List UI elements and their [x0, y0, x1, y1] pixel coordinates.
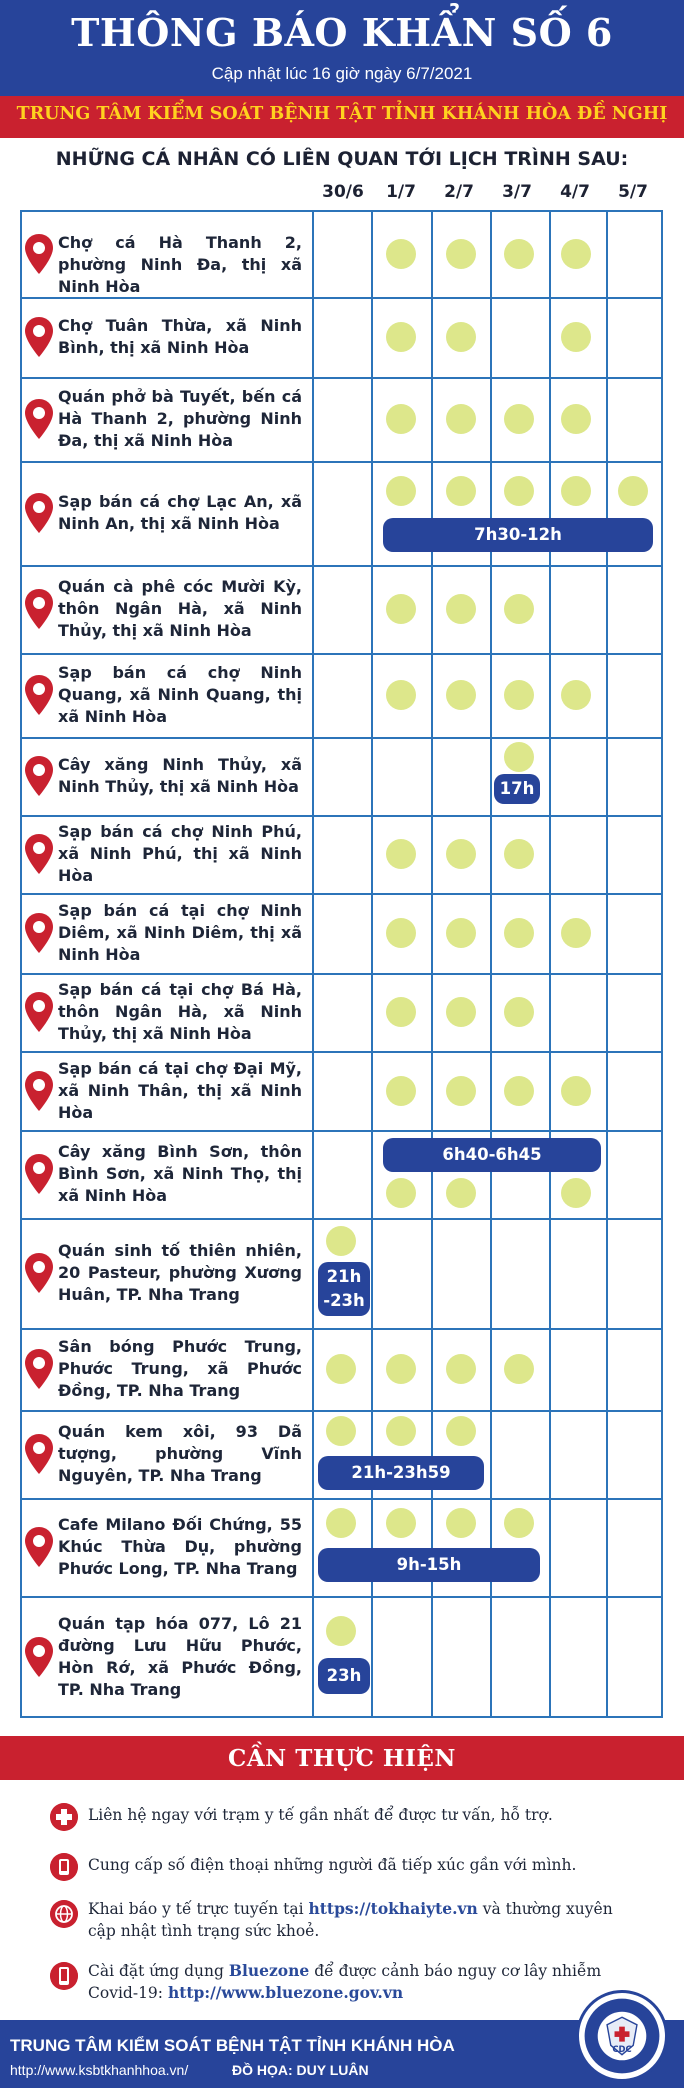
exposure-dot: [326, 1226, 356, 1256]
exposure-dot: [386, 1354, 416, 1384]
exposure-dot: [446, 1416, 476, 1446]
exposure-dot: [561, 1178, 591, 1208]
schedule-heading: NHỮNG CÁ NHÂN CÓ LIÊN QUAN TỚI LỊCH TRÌNH SAU:: [55, 148, 629, 170]
row-divider: [20, 1498, 663, 1500]
location-pin-icon: [24, 755, 54, 797]
exposure-dot: [386, 918, 416, 948]
logo-text: CDC: [612, 2043, 632, 2054]
exposure-dot: [561, 680, 591, 710]
exposure-dot: [561, 322, 591, 352]
smartphone-icon: [50, 1962, 78, 1990]
row-divider: [20, 461, 663, 463]
row-divider: [20, 815, 663, 817]
location-name: Sạp bán cá tại chợ Đại Mỹ, xã Ninh Thân, thị xã Ninh Hòa: [58, 1058, 302, 1122]
time-window-badge: 21h -23h: [318, 1262, 370, 1316]
exposure-dot: [386, 1416, 416, 1446]
location-name: Cafe Milano Đối Chứng, 55 Khúc Thừa Dụ, phường Phước Long, TP. Nha Trang: [58, 1515, 302, 1578]
location-pin-icon: [24, 912, 54, 954]
action-text: Khai báo y tế trực tuyến tại: [88, 1900, 309, 1918]
column-divider: [371, 210, 373, 1718]
action-text: Cài đặt ứng dụng: [88, 1962, 229, 1980]
row-divider: [20, 377, 663, 379]
globe-icon: [50, 1900, 78, 1928]
location-pin-icon: [24, 991, 54, 1033]
location-name: Cây xăng Ninh Thủy, xã Ninh Thủy, thị xã Ninh Hòa: [58, 755, 302, 796]
exposure-dot: [561, 404, 591, 434]
location-name: Sạp bán cá tại chợ Bá Hà, thôn Ngân Hà, xã Ninh Thủy, thị xã Ninh Hòa: [58, 980, 302, 1043]
phone-icon: [50, 1853, 78, 1881]
location-name: Sạp bán cá chợ Ninh Quang, xã Ninh Quang, thị xã Ninh Hòa: [58, 663, 302, 726]
location-pin-icon: [24, 492, 54, 534]
exposure-dot: [446, 239, 476, 269]
location-name: Quán kem xôi, 93 Dã tượng, phường Vĩnh Nguyên, TP. Nha Trang: [58, 1422, 302, 1485]
column-divider: [606, 210, 608, 1718]
exposure-dot: [561, 239, 591, 269]
location-pin-icon: [24, 398, 54, 440]
exposure-dot: [504, 680, 534, 710]
exposure-dot: [504, 476, 534, 506]
date-header: 4/7: [560, 182, 590, 202]
exposure-dot: [504, 1354, 534, 1384]
cdc-logo: [576, 1990, 668, 2082]
location-pin-icon: [24, 833, 54, 875]
location-name: Quán cà phê cóc Mười Kỳ, thôn Ngân Hà, xã Ninh Thủy, thị xã Ninh Hòa: [58, 577, 302, 640]
exposure-dot: [386, 997, 416, 1027]
location-pin-icon: [24, 588, 54, 630]
exposure-dot: [504, 594, 534, 624]
exposure-dot: [446, 997, 476, 1027]
exposure-dot: [386, 1508, 416, 1538]
location-name: Quán tạp hóa 077, Lô 21 đường Lưu Hữu Phước, Hòn Rớ, xã Phước Đồng, TP. Nha Trang: [58, 1614, 302, 1699]
column-divider: [490, 210, 492, 1718]
row-divider: [20, 1596, 663, 1598]
row-divider: [20, 653, 663, 655]
location-name: Quán phở bà Tuyết, bến cá Hà Thanh 2, phường Ninh Đa, thị xã Ninh Hòa: [58, 387, 302, 450]
action-text: và thường xuyên cập nhật tình trạng sức khoẻ.: [88, 1900, 613, 1940]
action-text: để được cảnh báo nguy cơ lây nhiễm Covid-19:: [88, 1962, 602, 2002]
exposure-dot: [326, 1616, 356, 1646]
action-item-declaration: [88, 1898, 628, 1942]
exposure-dot: [446, 322, 476, 352]
location-pin-icon: [24, 1153, 54, 1195]
exposure-dot: [446, 918, 476, 948]
date-header: 2/7: [444, 182, 474, 202]
action-item-bluezone: [88, 1960, 628, 2004]
exposure-dot: [386, 1076, 416, 1106]
location-pin-icon: [24, 1348, 54, 1390]
exposure-dot: [504, 1076, 534, 1106]
footer-organization: TRUNG TÂM KIỂM SOÁT BỆNH TẬT TỈNH KHÁNH HÒA: [10, 2036, 455, 2055]
time-window-badge: 6h40-6h45: [383, 1138, 601, 1172]
footer-credit: ĐỒ HỌA: DUY LUÂN: [232, 2062, 369, 2078]
location-pin-icon: [24, 674, 54, 716]
row-divider: [20, 1410, 663, 1412]
tokhaiyte-link[interactable]: https://tokhaiyte.vn: [308, 1899, 478, 1918]
exposure-dot: [386, 322, 416, 352]
exposure-dot: [386, 839, 416, 869]
exposure-dot: [386, 476, 416, 506]
row-divider: [20, 973, 663, 975]
column-divider: [312, 210, 314, 1718]
exposure-dot: [326, 1416, 356, 1446]
actions-title: CẦN THỰC HIỆN: [228, 1745, 456, 1772]
exposure-dot: [504, 404, 534, 434]
exposure-dot: [618, 476, 648, 506]
exposure-dot: [504, 997, 534, 1027]
exposure-dot: [446, 1076, 476, 1106]
location-name: Chợ Tuân Thừa, xã Ninh Bình, thị xã Ninh Hòa: [58, 316, 302, 357]
time-window-badge: 7h30-12h: [383, 518, 653, 552]
action-item: Cung cấp số điện thoại những người đã tiếp xúc gần với mình.: [88, 1856, 577, 1874]
time-window-badge: 23h: [318, 1658, 370, 1694]
time-window-badge: 9h-15h: [318, 1548, 540, 1582]
location-name: Sân bóng Phước Trung, Phước Trung, xã Phước Đồng, TP. Nha Trang: [58, 1337, 302, 1400]
location-pin-icon: [24, 1070, 54, 1112]
exposure-dot: [561, 1076, 591, 1106]
request-banner-text: TRUNG TÂM KIỂM SOÁT BỆNH TẬT TỈNH KHÁNH HÒA ĐỀ NGHỊ: [16, 104, 668, 124]
exposure-dot: [504, 839, 534, 869]
location-name: Sạp bán cá chợ Lạc An, xã Ninh An, thị xã Ninh Hòa: [58, 492, 302, 533]
medical-cross-icon: [50, 1803, 78, 1831]
location-pin-icon: [24, 1636, 54, 1678]
exposure-dot: [446, 404, 476, 434]
bluezone-link[interactable]: http://www.bluezone.gov.vn: [167, 1983, 404, 2002]
exposure-dot: [386, 239, 416, 269]
location-pin-icon: [24, 1433, 54, 1475]
location-pin-icon: [24, 233, 54, 275]
row-divider: [20, 737, 663, 739]
page-title: THÔNG BÁO KHẨN SỐ 6: [71, 10, 613, 55]
row-divider: [20, 893, 663, 895]
location-name: Cây xăng Bình Sơn, thôn Bình Sơn, xã Ninh Thọ, thị xã Ninh Hòa: [58, 1142, 302, 1205]
row-divider: [20, 1051, 663, 1053]
exposure-dot: [446, 476, 476, 506]
exposure-dot: [326, 1354, 356, 1384]
exposure-dot: [386, 1178, 416, 1208]
row-divider: [20, 1218, 663, 1220]
exposure-dot: [446, 1354, 476, 1384]
date-header: 5/7: [618, 182, 648, 202]
update-timestamp: Cập nhật lúc 16 giờ ngày 6/7/2021: [211, 64, 473, 83]
exposure-dot: [561, 476, 591, 506]
location-name: Sạp bán cá chợ Ninh Phú, xã Ninh Phú, thị xã Ninh Hòa: [58, 822, 302, 885]
exposure-dot: [446, 594, 476, 624]
exposure-dot: [386, 680, 416, 710]
exposure-dot: [504, 239, 534, 269]
exposure-dot: [446, 1178, 476, 1208]
row-divider: [20, 565, 663, 567]
time-window-badge: 17h: [494, 774, 540, 804]
bluezone-app-name: Bluezone: [228, 1961, 310, 1980]
location-name: Chợ cá Hà Thanh 2, phường Ninh Đa, thị xã Ninh Hòa: [58, 232, 302, 296]
row-divider: [20, 1130, 663, 1132]
date-header: 1/7: [386, 182, 416, 202]
date-header: 30/6: [322, 182, 364, 202]
column-divider: [549, 210, 551, 1718]
action-item: Liên hệ ngay với trạm y tế gần nhất để được tư vấn, hỗ trợ.: [88, 1806, 553, 1824]
exposure-dot: [386, 594, 416, 624]
location-name: Sạp bán cá tại chợ Ninh Diêm, xã Ninh Diêm, thị xã Ninh Hòa: [58, 901, 302, 964]
exposure-dot: [561, 918, 591, 948]
location-pin-icon: [24, 1526, 54, 1568]
time-window-badge: 21h-23h59: [318, 1456, 484, 1490]
location-pin-icon: [24, 1252, 54, 1294]
exposure-dot: [326, 1508, 356, 1538]
exposure-dot: [446, 1508, 476, 1538]
location-pin-icon: [24, 316, 54, 358]
date-header: 3/7: [502, 182, 532, 202]
footer-website-link[interactable]: http://www.ksbtkhanhhoa.vn/: [10, 2062, 189, 2078]
exposure-dot: [386, 404, 416, 434]
exposure-dot: [446, 680, 476, 710]
exposure-dot: [504, 1508, 534, 1538]
exposure-dot: [504, 742, 534, 772]
location-name: Quán sinh tố thiên nhiên, 20 Pasteur, phường Xương Huân, TP. Nha Trang: [58, 1241, 302, 1304]
exposure-dot: [504, 918, 534, 948]
column-divider: [431, 210, 433, 1718]
exposure-dot: [446, 839, 476, 869]
row-divider: [20, 1328, 663, 1330]
